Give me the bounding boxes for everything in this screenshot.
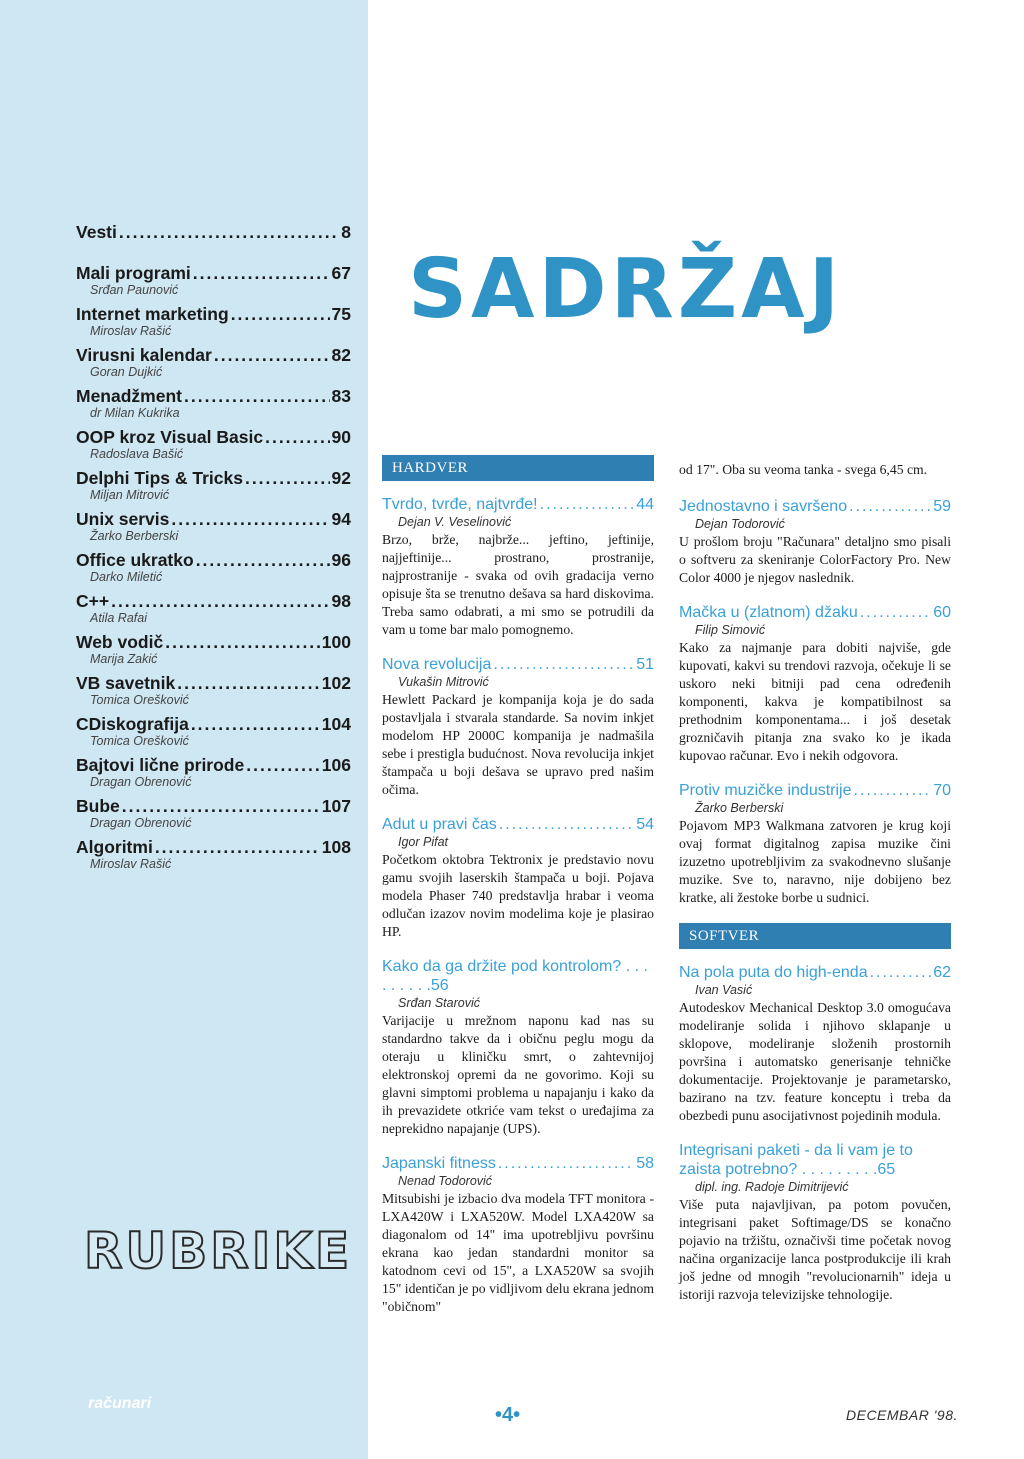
page-title: SADRŽAJ xyxy=(408,242,844,337)
rubrika-title: C++ xyxy=(76,591,110,611)
dot-leader xyxy=(540,495,635,514)
rubrika-row xyxy=(76,263,351,283)
article-page: 58 xyxy=(636,1155,654,1172)
article-author: Ivan Vasić xyxy=(695,983,753,997)
article-heading xyxy=(382,655,654,674)
rubrika-row xyxy=(76,222,351,242)
dot-leader xyxy=(191,714,320,734)
article-author: Igor Pifat xyxy=(398,835,449,849)
article-summary: Početkom oktobra Tektronix je predstavio novu gamu svojih laserskih štampača u boji. Pojava modela Phaser 740 predstavlja hrabar i veoma odlučan izazov novim modelima koje je plasirao HP. xyxy=(382,852,654,939)
rubrika-title: Bube xyxy=(76,796,120,816)
article-summary: Više puta najavljivan, pa potom povučen, integrisani paket Softimage/DS se konačno pojavio na tržištu, označivši time početak novog načina organizacije lanca postprodukcije ili krah još jedne od mnogih "revolucionarnih" ideja u istoriji razvoja televizijske tehnologije. xyxy=(679,1197,951,1302)
article-entry[interactable] xyxy=(382,655,654,799)
softver-articles xyxy=(679,963,951,1304)
right-articles xyxy=(679,497,951,907)
dot-leader xyxy=(155,837,320,857)
dot-leader xyxy=(111,591,329,611)
rubrika-title: Delphi Tips & Tricks xyxy=(76,468,243,488)
rubrika-row xyxy=(76,673,351,693)
rubrika-row xyxy=(76,304,351,324)
rubrika-row xyxy=(76,427,351,447)
article-summary: U prošlom broju "Računara" detaljno smo pisali o softveru za skeniranje ColorFactory Pro. New Color 4000 je njegov naslednik. xyxy=(679,534,951,585)
article-page: 54 xyxy=(636,816,654,833)
rubrike-heading: RUBRIKE xyxy=(84,1222,353,1280)
rubrika-author: Miroslav Rašić xyxy=(90,324,172,338)
rubrika-item[interactable] xyxy=(76,222,351,263)
rubrika-row xyxy=(76,796,351,816)
article-entry[interactable] xyxy=(679,1141,951,1304)
rubrika-page: 82 xyxy=(331,345,351,365)
rubrika-row xyxy=(76,714,351,734)
section-header-hardver: HARDVER xyxy=(382,455,654,481)
rubrika-title: Office ukratko xyxy=(76,550,194,570)
dot-leader xyxy=(245,468,330,488)
page-number: •4• xyxy=(495,1404,521,1426)
article-title: Adut u pravi čas xyxy=(382,816,497,833)
rubrika-title: Unix servis xyxy=(76,509,170,529)
continued-text: od 17". Oba su veoma tanka - svega 6,45 cm. xyxy=(679,462,928,477)
rubrika-item[interactable] xyxy=(76,427,351,468)
article-entry[interactable] xyxy=(679,603,951,765)
dot-leader xyxy=(265,427,329,447)
rubrika-item[interactable] xyxy=(76,345,351,386)
article-title: Tvrdo, tvrđe, najtvrđe! xyxy=(382,496,538,513)
dot-leader xyxy=(870,963,932,982)
article-page: 62 xyxy=(933,964,951,981)
rubrika-title: Menadžment xyxy=(76,386,182,406)
article-title: Na pola puta do high-enda xyxy=(679,964,868,981)
rubrika-page: 92 xyxy=(331,468,351,488)
rubrika-page: 98 xyxy=(331,591,351,611)
rubrika-author: Srđan Paunović xyxy=(90,283,179,297)
rubrika-author: Žarko Berberski xyxy=(90,529,179,543)
rubrika-item[interactable] xyxy=(76,755,351,796)
dot-leader xyxy=(231,304,330,324)
rubrika-title: Web vodič xyxy=(76,632,164,652)
rubrika-title: CDiskografija xyxy=(76,714,189,734)
rubrika-title: Mali programi xyxy=(76,263,191,283)
article-author: Žarko Berberski xyxy=(695,801,784,815)
section-header-softver: SOFTVER xyxy=(679,923,951,949)
rubrika-row xyxy=(76,345,351,365)
rubrika-page: 90 xyxy=(331,427,351,447)
rubrika-author: Darko Miletić xyxy=(90,570,163,584)
rubrika-page: 96 xyxy=(331,550,351,570)
article-heading xyxy=(382,1154,654,1173)
rubrika-item[interactable] xyxy=(76,304,351,345)
rubrika-page: 100 xyxy=(321,632,351,652)
rubrika-page: 106 xyxy=(321,755,351,775)
rubrika-author: Dragan Obrenović xyxy=(90,816,192,830)
dot-leader xyxy=(854,781,932,800)
article-page-leader: . . . . . . . . . xyxy=(797,1161,878,1178)
article-heading xyxy=(382,815,654,834)
rubrika-row xyxy=(76,386,351,406)
rubrika-item[interactable] xyxy=(76,632,351,673)
rubrika-item[interactable] xyxy=(76,796,351,837)
article-title: Jednostavno i savršeno xyxy=(679,498,848,515)
rubrika-item[interactable] xyxy=(76,468,351,509)
article-page: 59 xyxy=(933,498,951,515)
article-title: Protiv muzičke industrije xyxy=(679,782,852,799)
article-heading xyxy=(679,497,951,516)
rubrika-row xyxy=(76,591,351,611)
dot-leader xyxy=(165,632,320,652)
rubrika-page: 67 xyxy=(331,263,351,283)
rubrika-item[interactable] xyxy=(76,837,351,878)
rubrika-item[interactable] xyxy=(76,591,351,632)
rubrika-page: 75 xyxy=(331,304,351,324)
right-column xyxy=(679,455,951,1320)
dot-leader xyxy=(246,755,320,775)
article-author: Vukašin Mitrović xyxy=(398,675,489,689)
dot-leader xyxy=(193,263,330,283)
article-author: Srđan Starović xyxy=(398,996,480,1010)
rubrika-item[interactable] xyxy=(76,714,351,755)
rubrika-author: Tomica Orešković xyxy=(90,693,189,707)
article-title: Mačka u (zlatnom) džaku xyxy=(679,604,858,621)
article-summary: Brzo, brže, najbrže... jeftino, jeftinije, najjeftinije... prostrano, prostranije, najprostranije - svaka od ovih gradacija verno opisuje šta se trenutno dešava sa hard diskovima. Treba samo odabrati, a mi smo se potrudili da vam u tome bar malo pomognemo. xyxy=(382,532,654,637)
article-summary: Hewlett Packard je kompanija koja je do sada postavljala i stvarala standarde. Sa novim inkjet modelom HP 2000C kompanija je nadmašila sebe i prestigla budućnost. Nova revolucija inkjet štampača u boji dešava se upravo pred našim očima. xyxy=(382,692,654,797)
hardver-column xyxy=(382,455,654,1332)
rubrika-title: Internet marketing xyxy=(76,304,229,324)
rubrika-row xyxy=(76,509,351,529)
rubrika-author: Atila Rafai xyxy=(90,611,147,625)
rubrika-item[interactable] xyxy=(76,673,351,714)
rubrika-row xyxy=(76,550,351,570)
article-page-leader: . . . . . . . . . xyxy=(382,958,648,994)
article-entry[interactable] xyxy=(679,781,951,907)
dot-leader xyxy=(122,796,320,816)
rubrika-author: Radoslava Bašić xyxy=(90,447,184,461)
article-entry[interactable] xyxy=(679,963,951,1125)
rubrika-page: 94 xyxy=(331,509,351,529)
dot-leader xyxy=(196,550,330,570)
article-entry[interactable] xyxy=(382,1154,654,1316)
rubrika-author: Miljan Mitrović xyxy=(90,488,170,502)
article-page: 65 xyxy=(877,1161,896,1178)
rubrika-author: Marija Zakić xyxy=(90,652,158,666)
rubrika-page: 108 xyxy=(321,837,351,857)
rubrika-row xyxy=(76,632,351,652)
rubrika-item[interactable] xyxy=(76,509,351,550)
article-title: Integrisani paketi - da li vam je to zaista potrebno? xyxy=(679,1142,913,1178)
rubrika-title: Vesti xyxy=(76,222,117,242)
article-page: 70 xyxy=(933,782,951,799)
rubrika-author: Dragan Obrenović xyxy=(90,775,192,789)
article-summary: Mitsubishi je izbacio dva modela TFT monitora - LXA420W i LXA520W. Model LXA420W sa diagonalom od 14" ima upotrebljivu površinu ekrana kao jedan standardni monitor sa katodnom cevi od 15", a LXA520W sa svojih 15" identičan je po vidljivom delu ekrana jednom "običnom" xyxy=(382,1191,654,1314)
rubrika-item[interactable] xyxy=(76,550,351,591)
article-page: 56 xyxy=(430,977,449,994)
rubrika-title: VB savetnik xyxy=(76,673,176,693)
rubrika-page: 107 xyxy=(321,796,351,816)
article-author: Nenad Todorović xyxy=(398,1174,493,1188)
dot-leader xyxy=(184,386,330,406)
article-summary: Autodeskov Mechanical Desktop 3.0 omogućava modeliranje solida i njihovo sklapanje u sklopove, modeliranje složenih prostornih površina i automatsko generisanje tehničke dokumentacije. Projektovanje je parametarsko, bazirano na tzv. feature konceptu i treba da obezbedi punu asocijativnost pojedinih modula. xyxy=(679,1000,951,1123)
dot-leader xyxy=(171,509,329,529)
dot-leader xyxy=(177,673,320,693)
article-entry[interactable] xyxy=(382,495,654,639)
article-entry[interactable] xyxy=(382,957,654,1138)
article-heading xyxy=(679,1141,951,1179)
article-summary: Varijacije u mrežnom naponu kad nas su standardno takve da i običnu peglu mogu da oteraju u kliničku smrt, o zahtevnijoj elektronskoj opremi da ne govorimo. Koji su glavni simptomi problema u napajanju i kako da ih prevazidete otkriće vam tekst o uređajima za neprekidno napajanje (UPS). xyxy=(382,1013,654,1136)
rubrika-row xyxy=(76,837,351,857)
rubrika-item[interactable] xyxy=(76,263,351,304)
rubrika-title: Algoritmi xyxy=(76,837,153,857)
issue-date: DECEMBAR '98. xyxy=(846,1407,958,1423)
rubrika-page: 104 xyxy=(321,714,351,734)
dot-leader xyxy=(493,655,634,674)
article-heading xyxy=(382,957,654,995)
rubrika-row xyxy=(76,755,351,775)
article-page: 60 xyxy=(933,604,951,621)
rubrika-page: 8 xyxy=(341,222,351,242)
rubrika-author: Goran Dujkić xyxy=(90,365,163,379)
rubrika-title: OOP kroz Visual Basic xyxy=(76,427,264,447)
dot-leader xyxy=(119,222,339,242)
article-entry[interactable] xyxy=(382,815,654,941)
article-author: Dejan V. Veselinović xyxy=(398,515,512,529)
article-heading xyxy=(679,603,951,622)
rubrika-author: dr Milan Kukrika xyxy=(90,406,180,420)
dot-leader xyxy=(499,815,634,834)
hardver-articles xyxy=(382,495,654,1316)
article-heading xyxy=(382,495,654,514)
magazine-logo: računari xyxy=(88,1395,152,1412)
dot-leader xyxy=(860,603,931,622)
rubrika-author: Miroslav Rašić xyxy=(90,857,172,871)
dot-leader xyxy=(214,345,330,365)
rubrika-item[interactable] xyxy=(76,386,351,427)
rubrika-page: 83 xyxy=(331,386,351,406)
rubrika-row xyxy=(76,468,351,488)
article-heading xyxy=(679,781,951,800)
article-summary: Pojavom MP3 Walkmana zatvoren je krug koji ovaj format digitalnog zapisa muzike čini izuzetno upotrebljivim za svakodnevno slušanje muzike. Sve to, naravno, nije dobijeno bez kratke, ali žestoke borbe u sudnici. xyxy=(679,818,951,905)
article-author: Dejan Todorović xyxy=(695,517,785,531)
article-entry[interactable] xyxy=(679,497,951,587)
article-heading xyxy=(679,963,951,982)
article-page: 44 xyxy=(636,496,654,513)
article-summary: Kako za najmanje para dobiti najviše, gde kupovati, kakvi su trendovi razvoja, očekuje li se uskoro neki bitniji pad cena određenih komponenti, kakva je kompatibilnost sa prethodnim komponentama... i još desetak grozničavih pitanja zna svako ko je ikada kupovao računar. Evo i nekih odgovora. xyxy=(679,640,951,763)
rubrike-panel xyxy=(0,0,368,1459)
article-author: dipl. ing. Radoje Dimitrijević xyxy=(695,1180,849,1194)
article-page: 51 xyxy=(636,656,654,673)
rubrike-list xyxy=(76,222,351,878)
rubrika-title: Virusni kalendar xyxy=(76,345,212,365)
article-title: Nova revolucija xyxy=(382,656,492,673)
article-title: Kako da ga držite pod kontrolom? xyxy=(382,958,622,975)
dot-leader xyxy=(498,1154,634,1173)
rubrika-page: 102 xyxy=(321,673,351,693)
rubrika-title: Bajtovi lične prirode xyxy=(76,755,245,775)
article-title: Japanski fitness xyxy=(382,1155,496,1172)
rubrika-author: Tomica Orešković xyxy=(90,734,189,748)
article-author: Filip Simović xyxy=(695,623,766,637)
dot-leader xyxy=(849,497,931,516)
